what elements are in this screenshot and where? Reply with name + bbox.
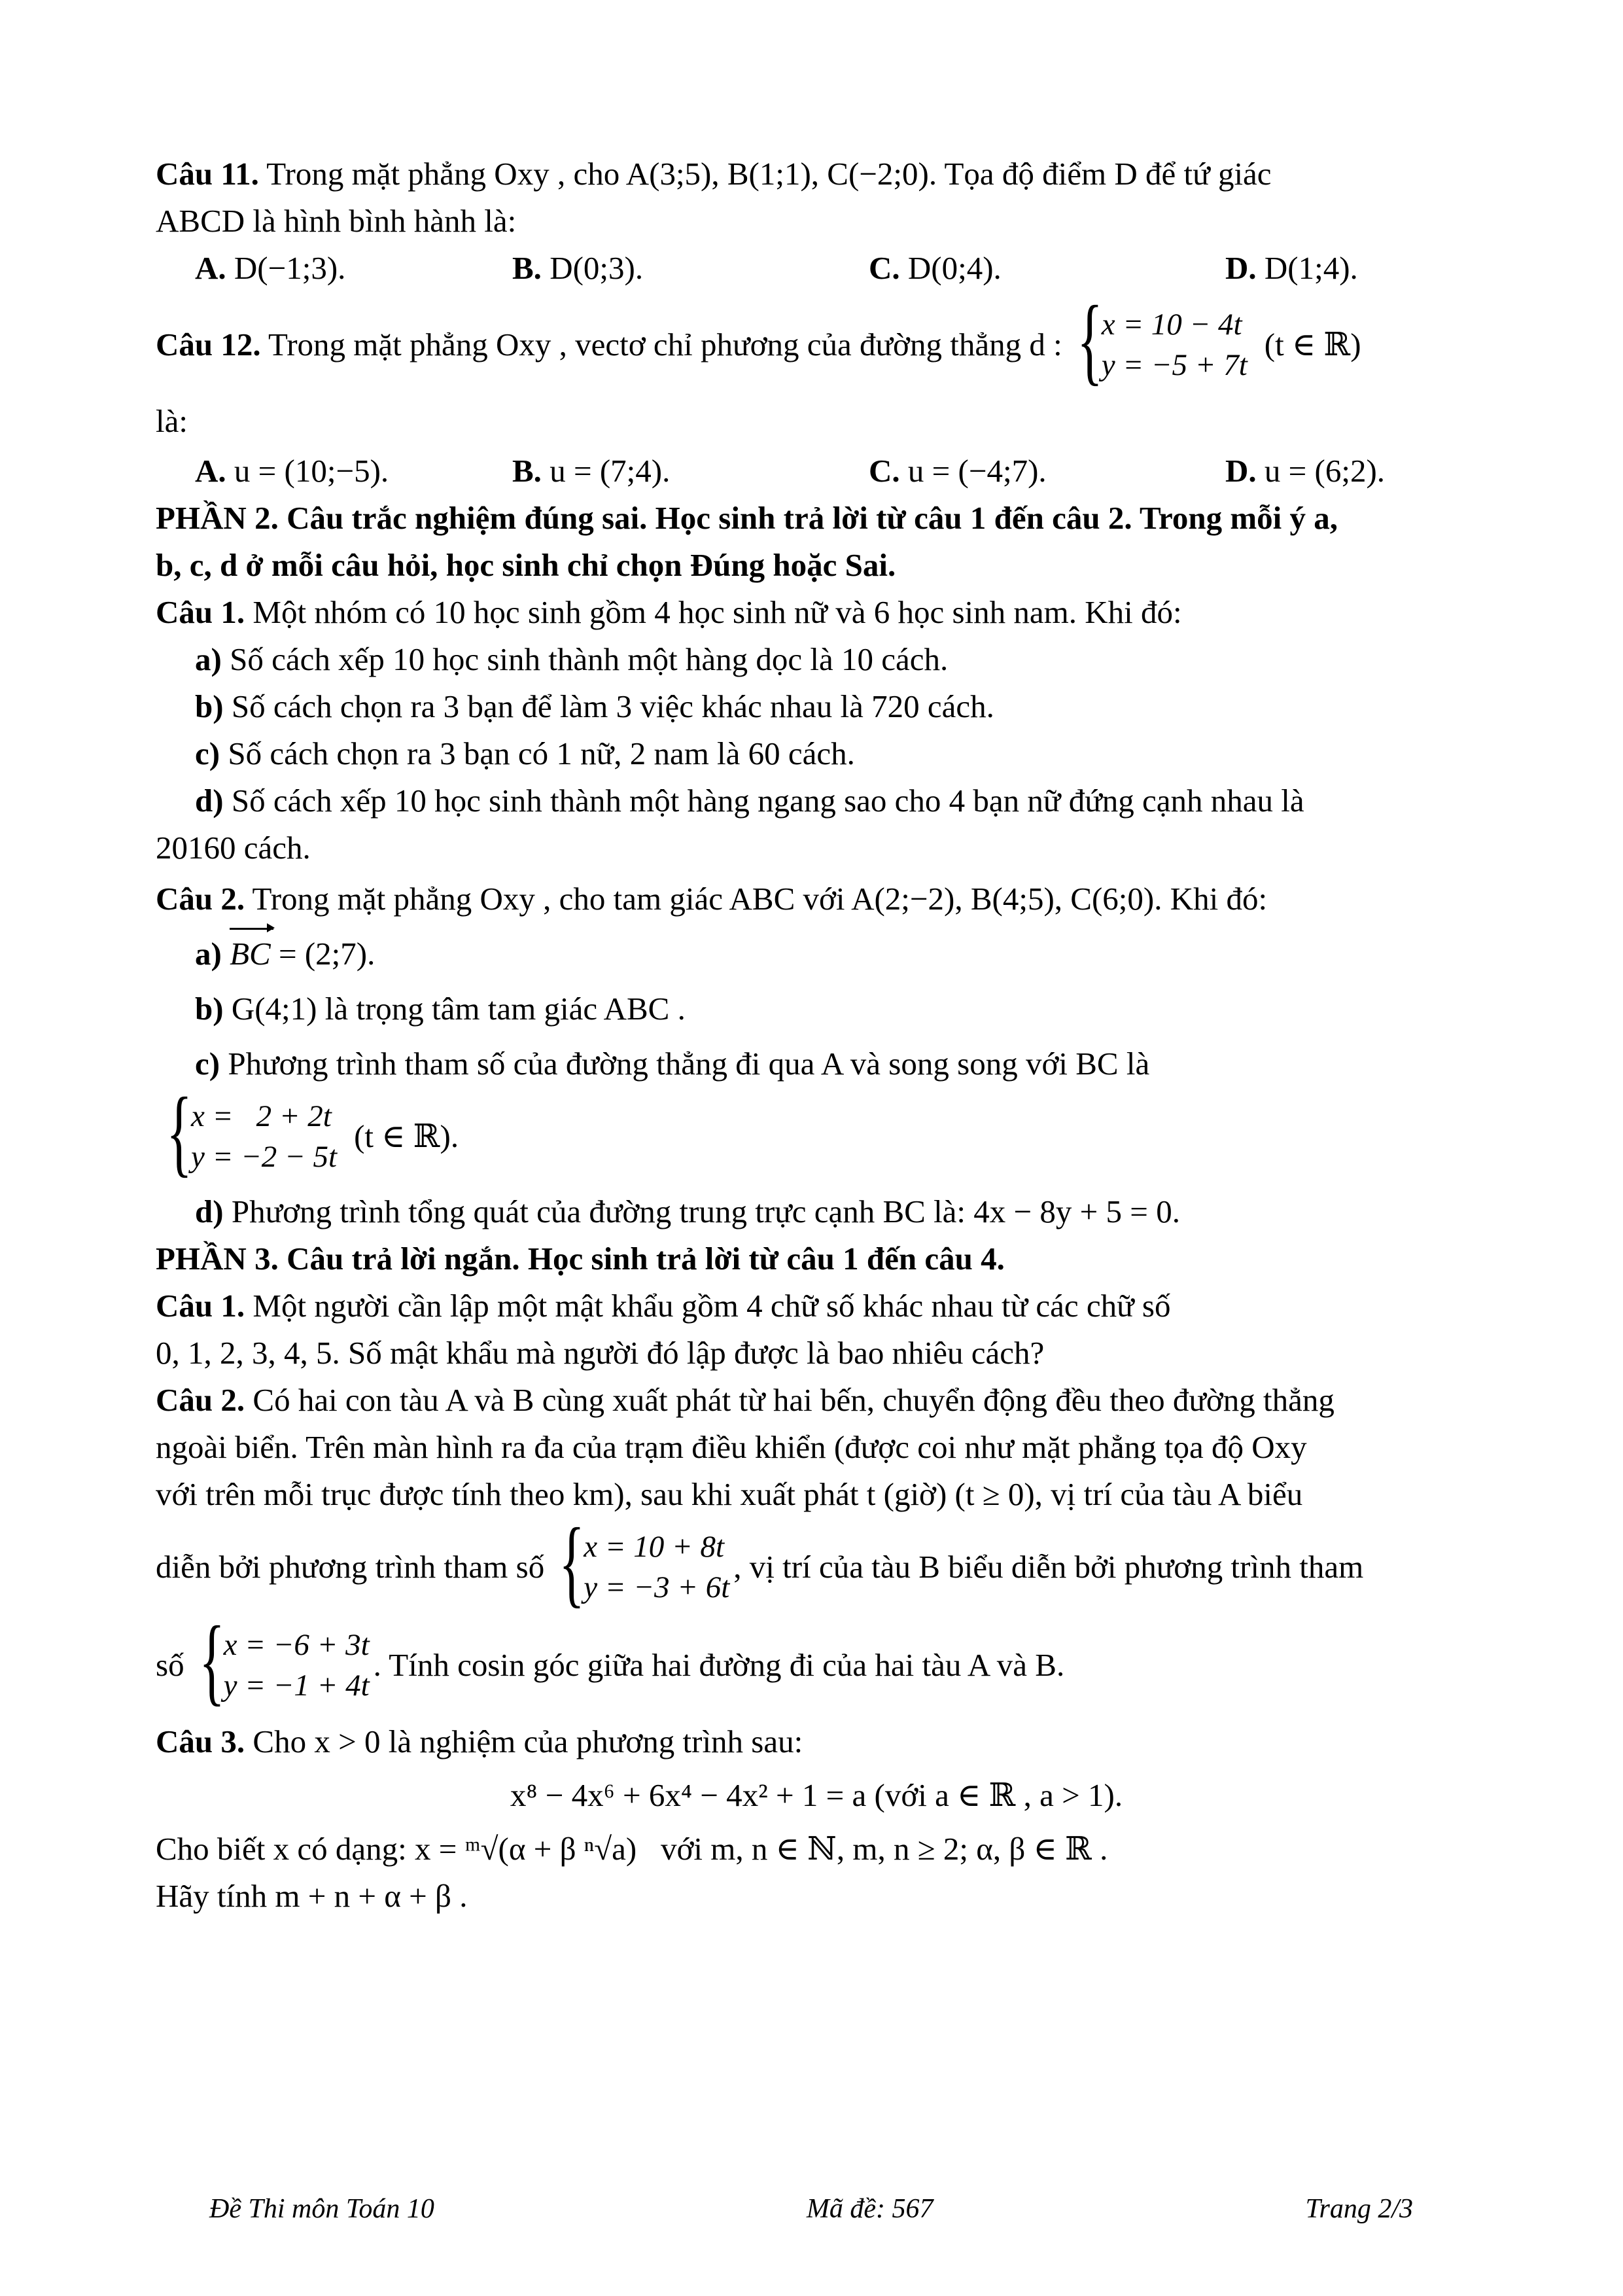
p2-q1-item-d-cont: 20160 cách.	[156, 830, 311, 866]
q11-option-d[interactable]	[1225, 245, 1358, 292]
q11-line1	[156, 150, 1477, 198]
p3-q2-text4b: , vị trí của tàu B biểu diễn bởi phương trình tham	[733, 1549, 1364, 1585]
system-row: y = −5 + 7t	[1101, 348, 1248, 382]
p2-q2-item-b[interactable]	[156, 985, 1477, 1033]
p2-q1-line	[156, 589, 1477, 636]
footer-page-number: Trang 2/3	[1305, 2194, 1413, 2224]
p2-q2-text: Trong mặt phẳng Oxy , cho tam giác ABC với A(2;−2), B(4;5), C(6;0). Khi đó:	[245, 881, 1268, 917]
p3-q1-line1	[156, 1282, 1477, 1330]
option-key: B.	[512, 250, 542, 286]
item-text: Phương trình tổng quát của đường trung trực cạnh BC là: 4x − 8y + 5 = 0.	[223, 1193, 1180, 1229]
q12-system	[1066, 286, 1248, 395]
q11-line2: ABCD là hình bình hành là:	[156, 203, 517, 239]
p2-q2-item-a[interactable]	[156, 930, 1477, 978]
option-value: u = (6;2).	[1256, 453, 1386, 489]
item-text: Phương trình tham số của đường thẳng đi qua A và song song với BC là	[220, 1046, 1150, 1082]
exam-page	[156, 150, 1477, 1920]
option-key: C.	[869, 453, 900, 489]
part2-heading-line1: PHẦN 2. Câu trắc nghiệm đúng sai. Học sinh trả lời từ câu 1 đến câu 2. Trong mỗi ý a,	[156, 500, 1338, 536]
p3-q2-line4	[156, 1508, 1477, 1617]
p2-q2-item-c[interactable]	[156, 1040, 1477, 1087]
q11-label: Câu 11.	[156, 156, 259, 192]
p2-q1-item-c[interactable]	[156, 730, 1477, 777]
p3-q1-text: Một người cần lập một mật khẩu gồm 4 chữ số khác nhau từ các chữ số	[245, 1288, 1171, 1324]
brace-icon: {	[198, 1606, 225, 1715]
option-value: u = (7;4).	[541, 453, 671, 489]
option-key: B.	[512, 453, 542, 489]
vector-bc: BC	[230, 930, 271, 978]
item-key: a)	[195, 936, 222, 972]
p2-q1-item-d[interactable]	[156, 777, 1477, 824]
option-key: A.	[195, 250, 226, 286]
option-value: D(0;3).	[541, 250, 644, 286]
option-value: D(−1;3).	[226, 250, 346, 286]
p3-q2-text4a: diễn bởi phương trình tham số	[156, 1549, 545, 1585]
q11-text: Trong mặt phẳng Oxy , cho A(3;5), B(1;1), C(−2;0). Tọa độ điểm D để tứ giác	[258, 156, 1272, 192]
page-footer	[209, 2193, 1413, 2225]
c-system	[156, 1078, 338, 1186]
p2-q2-item-c-system	[156, 1078, 1477, 1186]
p2-q2-label: Câu 2.	[156, 881, 245, 917]
item-text: Số cách chọn ra 3 bạn có 1 nữ, 2 nam là 60 cách.	[220, 735, 855, 771]
p3-q2-label: Câu 2.	[156, 1382, 245, 1418]
item-text: Số cách chọn ra 3 bạn để làm 3 việc khác nhau là 720 cách.	[223, 688, 994, 724]
p2-q1-item-a[interactable]	[156, 636, 1477, 683]
p3-q3-line2: Cho biết x có dạng: x = ᵐ√(α + β ⁿ√a) với m, n ∈ ℕ, m, n ≥ 2; α, β ∈ ℝ .	[156, 1831, 1108, 1867]
p3-q2-line5	[156, 1606, 1477, 1715]
p3-q2-line2: ngoài biển. Trên màn hình ra đa của trạm điều khiển (được coi như mặt phẳng tọa độ Oxy	[156, 1429, 1307, 1465]
q12-line1	[156, 286, 1477, 395]
ship-b-system	[188, 1606, 370, 1715]
q11-option-b[interactable]	[512, 245, 869, 292]
p2-q1-label: Câu 1.	[156, 594, 245, 630]
q12-line2: là:	[156, 403, 188, 439]
q12-param: (t ∈ ℝ)	[1264, 327, 1361, 362]
p3-q2-line3: với trên mỗi trục được tính theo km), sau khi xuất phát t (giờ) (t ≥ 0), vị trí của tàu A biểu	[156, 1476, 1303, 1512]
system-row: x = 2 + 2t	[191, 1099, 332, 1133]
p3-q3-text: Cho x > 0 là nghiệm của phương trình sau:	[245, 1723, 803, 1759]
item-key: d)	[195, 783, 224, 819]
item-text: = (2;7).	[270, 936, 375, 972]
footer-exam-code: Mã đề: 567	[806, 2194, 934, 2224]
option-value: u = (−4;7).	[899, 453, 1047, 489]
item-key: b)	[195, 991, 224, 1027]
q12-option-c[interactable]	[869, 448, 1225, 495]
q12-option-b[interactable]	[512, 448, 869, 495]
q12-text: Trong mặt phẳng Oxy , vectơ chỉ phương của đường thẳng d :	[260, 327, 1062, 362]
system-row: y = −3 + 6t	[584, 1570, 730, 1604]
q12-option-d[interactable]	[1225, 448, 1385, 495]
system-row: y = −1 + 4t	[223, 1669, 370, 1703]
item-text: Số cách xếp 10 học sinh thành một hàng ngang sao cho 4 bạn nữ đứng cạnh nhau là	[223, 783, 1304, 819]
p3-q3-equation: x⁸ − 4x⁶ + 6x⁴ − 4x² + 1 = a (với a ∈ ℝ , a > 1).	[510, 1777, 1123, 1813]
q12-option-a[interactable]	[156, 448, 512, 495]
p3-q3-line1	[156, 1718, 1477, 1765]
system-row: x = 10 + 8t	[584, 1530, 725, 1564]
footer-subject: Đề Thi môn Toán 10	[209, 2194, 434, 2224]
q12-options	[156, 448, 1477, 495]
q11-option-a[interactable]	[156, 245, 512, 292]
system-row: y = −2 − 5t	[191, 1140, 338, 1174]
p2-q1-item-b[interactable]	[156, 683, 1477, 730]
p3-q1-line2: 0, 1, 2, 3, 4, 5. Số mật khẩu mà người đó lập được là bao nhiêu cách?	[156, 1335, 1045, 1371]
p3-q2-text: Có hai con tàu A và B cùng xuất phát từ hai bến, chuyển động đều theo đường thẳng	[245, 1382, 1335, 1418]
option-key: C.	[869, 250, 900, 286]
p3-q2-text5b: . Tính cosin góc giữa hai đường đi của hai tàu A và B.	[373, 1647, 1065, 1683]
p3-q3-label: Câu 3.	[156, 1723, 245, 1759]
option-value: u = (10;−5).	[226, 453, 389, 489]
p2-q1-text: Một nhóm có 10 học sinh gồm 4 học sinh nữ và 6 học sinh nam. Khi đó:	[245, 594, 1182, 630]
p3-q2-text5a: số	[156, 1647, 184, 1683]
q11-options	[156, 245, 1477, 292]
item-text: Số cách xếp 10 học sinh thành một hàng dọc là 10 cách.	[221, 641, 949, 677]
item-key: d)	[195, 1193, 224, 1229]
p3-q1-label: Câu 1.	[156, 1288, 245, 1324]
brace-icon: {	[1076, 286, 1103, 395]
p3-q2-line1	[156, 1377, 1477, 1424]
system-row: x = −6 + 3t	[223, 1628, 370, 1662]
option-key: D.	[1225, 250, 1257, 286]
part2-heading-line2: b, c, d ở mỗi câu hỏi, học sinh chỉ chọn Đúng hoặc Sai.	[156, 547, 896, 583]
item-key: b)	[195, 688, 224, 724]
system-row: x = 10 − 4t	[1101, 308, 1242, 342]
item-text: G(4;1) là trọng tâm tam giác ABC .	[223, 991, 686, 1027]
c-param: (t ∈ ℝ).	[354, 1118, 459, 1154]
p2-q2-line	[156, 875, 1477, 923]
q11-option-c[interactable]	[869, 245, 1225, 292]
brace-icon: {	[166, 1078, 192, 1186]
option-value: D(1;4).	[1256, 250, 1358, 286]
p2-q2-item-d[interactable]	[156, 1188, 1477, 1235]
q12-label: Câu 12.	[156, 327, 261, 362]
ship-a-system	[548, 1508, 730, 1617]
item-key: a)	[195, 641, 222, 677]
option-value: D(0;4).	[899, 250, 1002, 286]
p3-q3-line3: Hãy tính m + n + α + β .	[156, 1878, 468, 1914]
brace-icon: {	[559, 1508, 585, 1617]
item-key: c)	[195, 1046, 220, 1082]
part3-heading: PHẦN 3. Câu trả lời ngắn. Học sinh trả lời từ câu 1 đến câu 4.	[156, 1241, 1005, 1277]
option-key: A.	[195, 453, 226, 489]
item-key: c)	[195, 735, 220, 771]
option-key: D.	[1225, 453, 1257, 489]
